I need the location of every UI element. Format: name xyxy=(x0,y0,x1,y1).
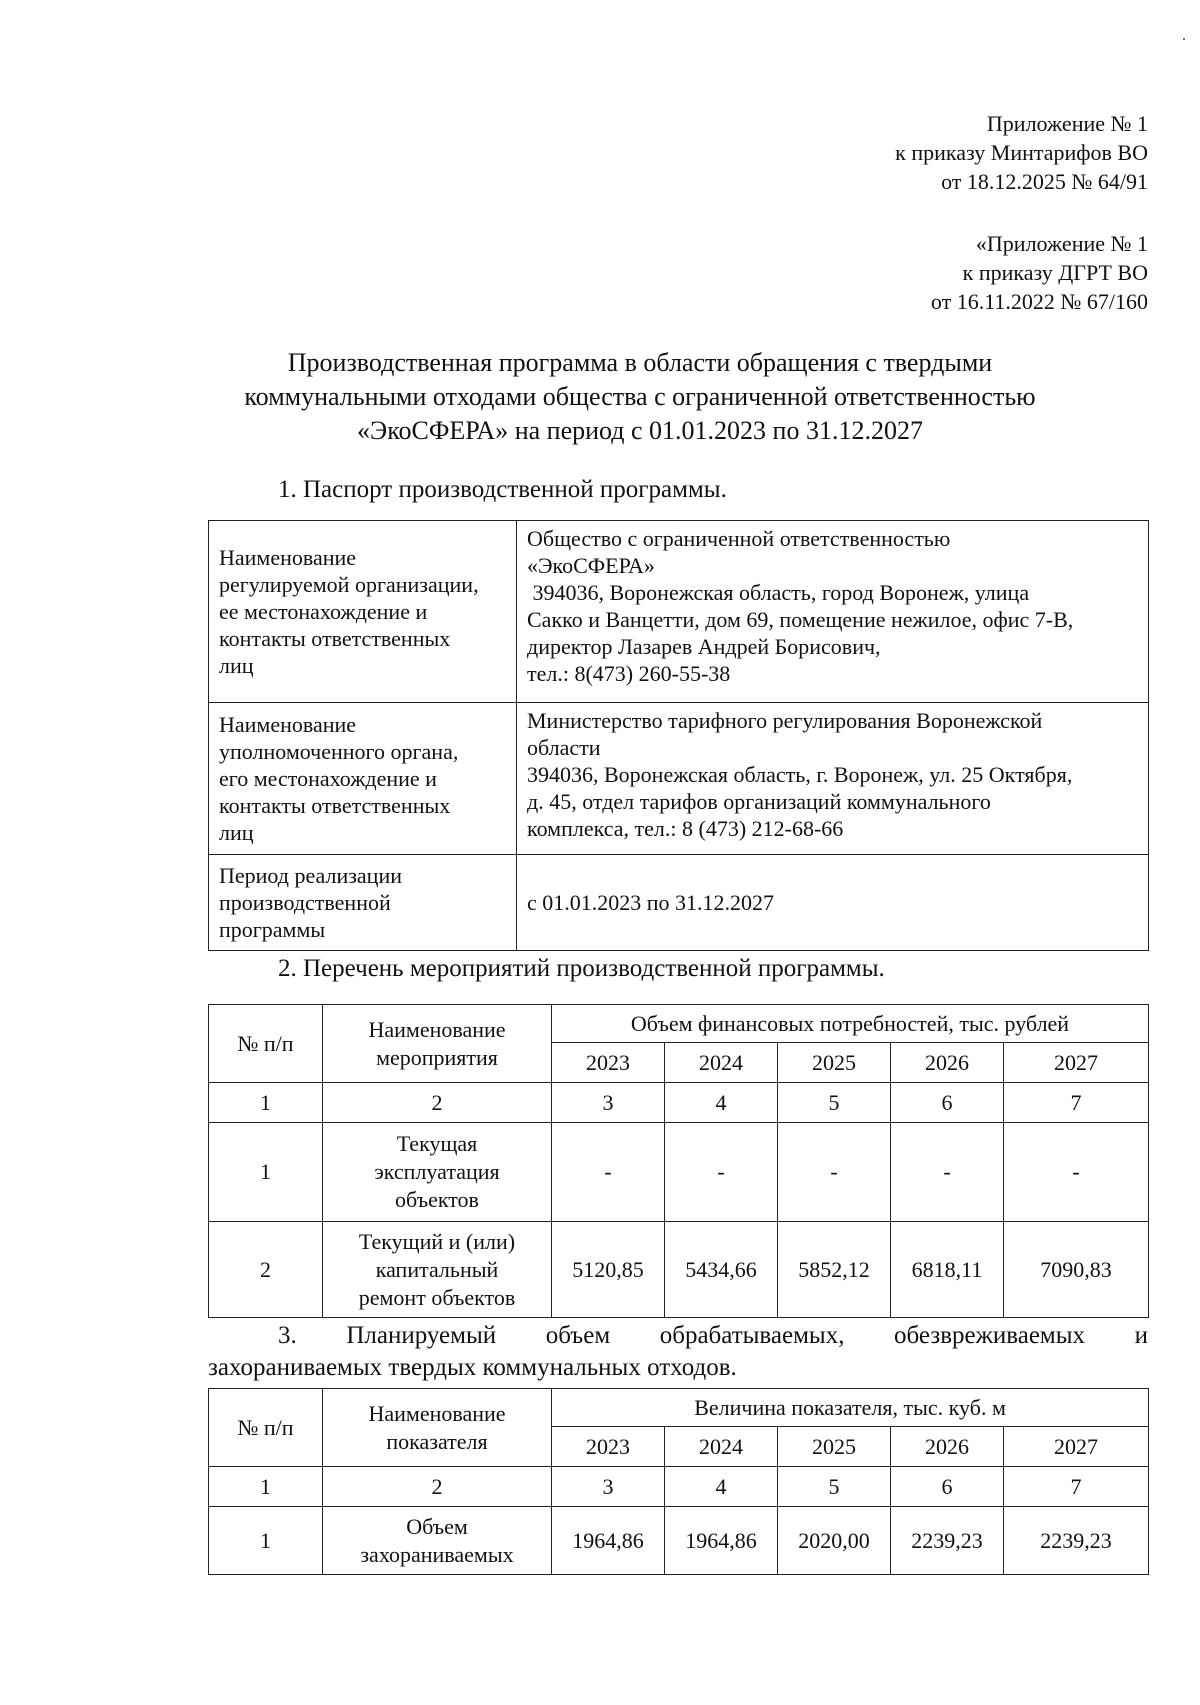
passport-row-authority xyxy=(209,703,1149,855)
header-line: Наименование xyxy=(368,1016,506,1042)
section1-heading: 1. Паспорт производственной программы. xyxy=(278,476,727,503)
year-cell: 2026 xyxy=(891,1043,1004,1083)
appendix-current xyxy=(895,109,1148,196)
year-cell: 2024 xyxy=(665,1043,778,1083)
passport-row-period xyxy=(209,855,1149,951)
label-line: его местонахождение и xyxy=(219,766,437,791)
heading-word: обрабатываемых, xyxy=(659,1322,845,1349)
col-number-header: № п/п xyxy=(209,1005,323,1083)
section3-heading xyxy=(208,1320,1148,1384)
value-cell: 2239,23 xyxy=(891,1507,1004,1575)
passport-label xyxy=(209,521,517,703)
table-row xyxy=(209,1222,1149,1318)
name-line: объектов xyxy=(395,1187,479,1212)
year-cell: 2023 xyxy=(552,1043,665,1083)
table-row xyxy=(209,1123,1149,1222)
passport-label xyxy=(209,855,517,951)
appendix-current-line1: Приложение № 1 xyxy=(986,111,1148,136)
value-cell: 6818,11 xyxy=(891,1222,1004,1318)
label-line: производственной xyxy=(219,890,391,915)
year-cell: 2027 xyxy=(1004,1427,1149,1467)
value-line: директор Лазарев Андрей Борисович, xyxy=(527,634,881,659)
value-cell: - xyxy=(552,1123,665,1222)
title-line1: Производственная программа в области обращения с твердыми xyxy=(287,348,993,377)
name-line: Объем xyxy=(406,1513,468,1539)
col-group-header: Объем финансовых потребностей, тыс. рублей xyxy=(552,1005,1149,1043)
row-name xyxy=(323,1222,552,1318)
name-line: ремонт объектов xyxy=(358,1284,516,1310)
index-cell: 7 xyxy=(1004,1083,1149,1123)
label-line: контакты ответственных xyxy=(219,793,451,818)
passport-label xyxy=(209,703,517,855)
value-line: комплекса, тел.: 8 (473) 212-68-66 xyxy=(527,816,844,841)
label-line: ее местонахождение и xyxy=(219,599,428,624)
index-cell: 2 xyxy=(323,1467,552,1507)
index-cell: 1 xyxy=(209,1083,323,1123)
index-cell: 2 xyxy=(323,1083,552,1123)
passport-table xyxy=(208,520,1149,951)
row-number: 1 xyxy=(209,1507,323,1575)
label-line: лиц xyxy=(219,820,254,845)
value-cell: 5852,12 xyxy=(778,1222,891,1318)
label-line: Наименование xyxy=(219,545,357,570)
col-name-header xyxy=(323,1005,552,1083)
heading-word: Планируемый xyxy=(346,1322,497,1349)
heading-word: 3. xyxy=(278,1322,297,1349)
heading-word: и xyxy=(1134,1322,1148,1349)
label-line: лиц xyxy=(219,653,254,678)
index-cell: 3 xyxy=(552,1467,665,1507)
passport-value xyxy=(517,521,1149,703)
section3-heading-line1 xyxy=(208,1320,1148,1352)
value-cell: 1964,86 xyxy=(665,1507,778,1575)
header-row xyxy=(209,1389,1149,1427)
index-cell: 5 xyxy=(778,1083,891,1123)
label-line: Наименование xyxy=(219,712,357,737)
index-cell: 5 xyxy=(778,1467,891,1507)
value-cell: 7090,83 xyxy=(1004,1222,1149,1318)
year-cell: 2024 xyxy=(665,1427,778,1467)
document-title xyxy=(190,346,1090,448)
measures-table xyxy=(208,1004,1149,1318)
name-line: захораниваемых xyxy=(360,1541,514,1567)
year-cell: 2026 xyxy=(891,1427,1004,1467)
appendix-previous xyxy=(931,229,1148,316)
label-line: контакты ответственных xyxy=(219,626,451,651)
label-line: программы xyxy=(219,917,326,942)
index-cell: 6 xyxy=(891,1083,1004,1123)
header-line: мероприятия xyxy=(376,1044,498,1070)
index-cell: 4 xyxy=(665,1467,778,1507)
heading-word: объем xyxy=(545,1322,611,1349)
year-cell: 2023 xyxy=(552,1427,665,1467)
appendix-previous-line3: от 16.11.2022 № 67/160 xyxy=(930,289,1148,314)
value-cell: - xyxy=(665,1123,778,1222)
header-line: показателя xyxy=(386,1428,488,1454)
value-line: 394036, Воронежская область, г. Воронеж, ул. 25 Октября, xyxy=(527,762,1073,787)
value-line: 394036, Воронежская область, город Воронеж, улица xyxy=(527,580,1030,605)
heading-word: обезвреживаемых xyxy=(894,1322,1086,1349)
header-row xyxy=(209,1005,1149,1043)
value-line: области xyxy=(527,735,601,760)
value-line: «ЭкоСФЕРА» xyxy=(527,553,655,578)
title-line3: «ЭкоСФЕРА» на период с 01.01.2023 по 31.12.2027 xyxy=(357,416,923,445)
value-line: с 01.01.2023 по 31.12.2027 xyxy=(527,890,775,915)
value-cell: - xyxy=(891,1123,1004,1222)
appendix-current-line2: к приказу Минтарифов ВО xyxy=(895,140,1148,165)
index-row xyxy=(209,1467,1149,1507)
section3-heading-line2: захораниваемых твердых коммунальных отходов. xyxy=(208,1354,737,1381)
value-cell: - xyxy=(778,1123,891,1222)
passport-row-organization xyxy=(209,521,1149,703)
header-line: Наименование xyxy=(368,1400,506,1426)
index-cell: 4 xyxy=(665,1083,778,1123)
value-cell: 5120,85 xyxy=(552,1222,665,1318)
index-cell: 6 xyxy=(891,1467,1004,1507)
value-cell: 2239,23 xyxy=(1004,1507,1149,1575)
row-number: 2 xyxy=(209,1222,323,1318)
appendix-previous-line1: «Приложение № 1 xyxy=(975,231,1148,256)
name-line: эксплуатация xyxy=(374,1159,500,1184)
section2-heading: 2. Перечень мероприятий производственной программы. xyxy=(278,955,885,982)
table-row xyxy=(209,1507,1149,1575)
index-cell: 1 xyxy=(209,1467,323,1507)
col-number-header: № п/п xyxy=(209,1389,323,1467)
year-cell: 2027 xyxy=(1004,1043,1149,1083)
name-line: Текущая xyxy=(396,1131,478,1156)
year-cell: 2025 xyxy=(778,1043,891,1083)
value-cell: 1964,86 xyxy=(552,1507,665,1575)
col-group-header: Величина показателя, тыс. куб. м xyxy=(552,1389,1149,1427)
value-line: Министерство тарифного регулирования Воронежской xyxy=(527,708,1043,733)
title-line2: коммунальными отходами общества с ограниченной ответственностью xyxy=(244,382,1036,411)
value-cell: - xyxy=(1004,1123,1149,1222)
value-line: тел.: 8(473) 260-55-38 xyxy=(527,661,731,686)
col-name-header xyxy=(323,1389,552,1467)
year-cell: 2025 xyxy=(778,1427,891,1467)
label-line: уполномоченного органа, xyxy=(219,739,459,764)
passport-value xyxy=(517,703,1149,855)
volume-table xyxy=(208,1388,1149,1575)
appendix-previous-line2: к приказу ДГРТ ВО xyxy=(962,260,1148,285)
row-name xyxy=(323,1507,552,1575)
appendix-current-line3: от 18.12.2025 № 64/91 xyxy=(941,169,1148,194)
scan-speck xyxy=(1183,38,1185,40)
passport-value xyxy=(517,855,1149,951)
value-cell: 2020,00 xyxy=(778,1507,891,1575)
value-line: Общество с ограниченной ответственностью xyxy=(527,526,951,551)
row-number: 1 xyxy=(209,1123,323,1222)
index-cell: 3 xyxy=(552,1083,665,1123)
value-cell: 5434,66 xyxy=(665,1222,778,1318)
name-line: Текущий и (или) xyxy=(358,1228,516,1254)
value-line: д. 45, отдел тарифов организаций коммунального xyxy=(527,789,991,814)
name-line: капитальный xyxy=(375,1256,499,1282)
label-line: Период реализации xyxy=(219,863,403,888)
label-line: регулируемой организации, xyxy=(219,572,479,597)
row-name xyxy=(323,1123,552,1222)
value-line: Сакко и Ванцетти, дом 69, помещение нежилое, офис 7-В, xyxy=(527,607,1074,632)
index-cell: 7 xyxy=(1004,1467,1149,1507)
index-row xyxy=(209,1083,1149,1123)
